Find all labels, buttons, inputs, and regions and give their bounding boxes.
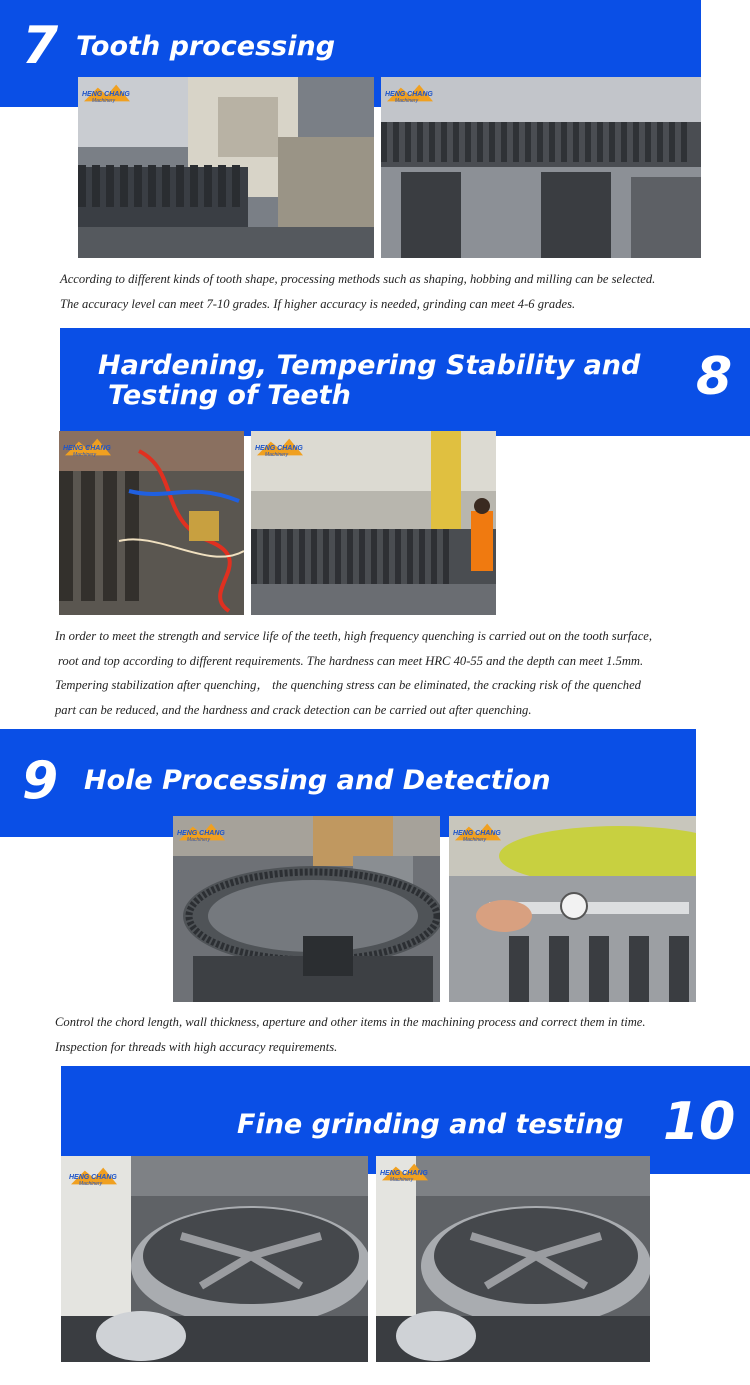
grinding-machine-photo-1: [61, 1156, 368, 1362]
section-9-text-line-1: Control the chord length, wall thickness, aperture and other items in the machining process and correct them in time.: [55, 1015, 646, 1029]
logo: [255, 435, 301, 459]
logo-name: HENG CHANG: [380, 1170, 428, 1177]
section-9-number: 9: [22, 751, 59, 811]
logo-name: HENG CHANG: [453, 830, 501, 837]
logo: [63, 435, 109, 459]
logo-name: HENG CHANG: [177, 830, 225, 837]
logo: [380, 1160, 426, 1184]
logo-name: HENG CHANG: [63, 445, 111, 452]
caliper-measuring-photo: [449, 816, 696, 1002]
logo-sub: Machinery: [187, 837, 211, 843]
logo: [385, 81, 431, 105]
logo-sub: Machinery: [73, 452, 97, 458]
section-10-number: 10: [663, 1092, 736, 1152]
section-10-title-line-1: Fine grinding and testing: [237, 1109, 624, 1140]
section-7-text-line-2: The accuracy level can meet 7-10 grades. If higher accuracy is needed, grinding can meet 4-6 grades.: [60, 296, 576, 311]
section-8-text-line-1: In order to meet the strength and service life of the teeth, high frequency quenching is carried out on the tooth surface,: [55, 629, 653, 643]
hole-drilling-photo: [173, 816, 440, 1002]
section-8-title-line-2: Testing of Teeth: [108, 380, 351, 412]
section-7-title: [76, 32, 335, 62]
section-8-text-line-4: part can be reduced, and the hardness and crack detection can be carried out after quenching.: [55, 703, 532, 718]
tooth-gear-ring-photo: [381, 77, 701, 258]
tooth-shaping-photo: [78, 77, 374, 258]
section-7-description: [60, 267, 655, 316]
section-9-title-line-1: Hole Processing and Detection: [84, 765, 551, 796]
section-8-banner: [60, 328, 750, 436]
logo-sub: Machinery: [463, 837, 487, 843]
section-9-description: [55, 1010, 646, 1059]
logo: [69, 1164, 115, 1188]
grinding-machine-photo-2: [376, 1156, 650, 1362]
section-7-title-line-1: Tooth processing: [76, 31, 336, 62]
logo-sub: Machinery: [395, 98, 419, 104]
logo-name: HENG CHANG: [255, 445, 303, 452]
section-7-number: 7: [22, 16, 59, 76]
section-9-text-line-2: Inspection for threads with high accuracy requirements.: [55, 1039, 338, 1054]
logo: [177, 820, 223, 844]
logo-sub: Machinery: [79, 1181, 103, 1187]
section-8-number: 8: [696, 347, 733, 407]
logo-sub: Machinery: [390, 1177, 414, 1183]
hardening-workshop-photo: [251, 431, 496, 615]
hardening-wiring-photo: [59, 431, 244, 615]
logo: [82, 81, 128, 105]
logo-name: HENG CHANG: [385, 91, 433, 98]
section-9-title: [84, 766, 551, 796]
section-8-text-line-3: Tempering stabilization after quenching， the quenching stress can be eliminated, the cracking risk of the quenched: [55, 678, 641, 693]
logo-name: HENG CHANG: [69, 1174, 117, 1181]
section-8-description: [55, 624, 652, 723]
logo-name: HENG CHANG: [82, 91, 130, 98]
logo-sub: Machinery: [92, 98, 116, 104]
logo-sub: Machinery: [265, 452, 289, 458]
section-10-title: [237, 1110, 623, 1140]
section-8-title-line-1: Hardening, Tempering Stability and: [98, 350, 641, 381]
section-7-text-line-1: According to different kinds of tooth shape, processing methods such as shaping, hobbing and milling can be selected.: [60, 272, 656, 286]
section-8-title: [98, 351, 640, 411]
logo: [453, 820, 499, 844]
section-8-text-line-2: root and top according to different requirements. The hardness can meet HRC 40-55 and the depth can meet 1.5mm.: [58, 653, 644, 668]
